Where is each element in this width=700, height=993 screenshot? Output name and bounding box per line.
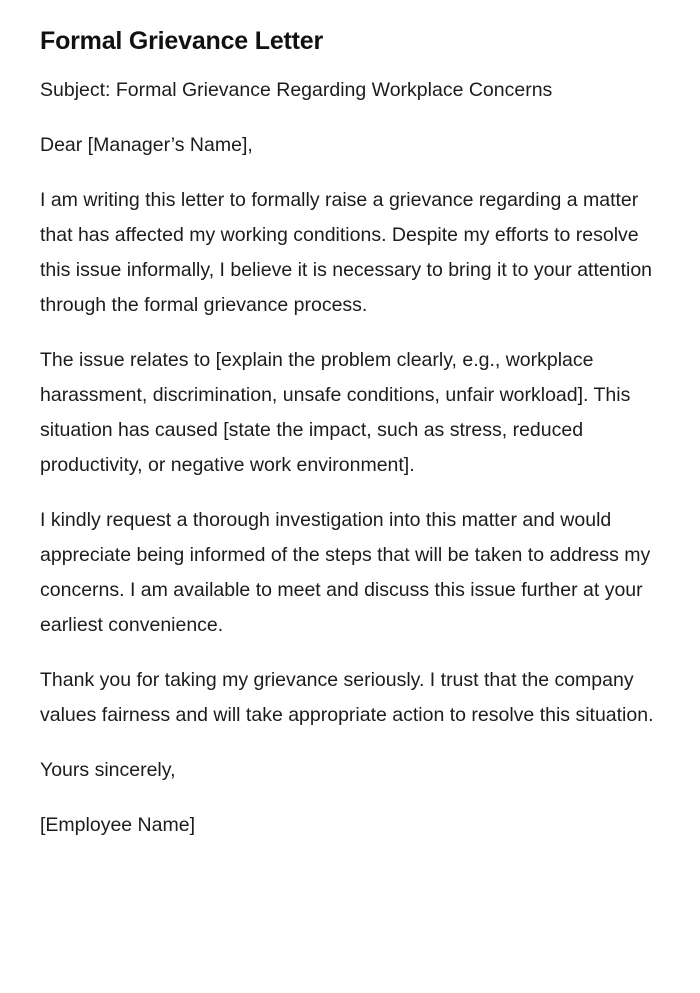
body-paragraph-intro: I am writing this letter to formally raise a grievance regarding a matter that has affected my working conditions. Despite my efforts to resolve this issue informally, I believe it is necessary to bring it to your attention through the formal grievance process.: [40, 189, 653, 316]
body-paragraph-issue: The issue relates to [explain the problem clearly, e.g., workplace harassment, discrimination, unsafe conditions, unfair workload]. This situation has caused [state the impact, such as stress, reduced productivity, or negative work environment].: [40, 349, 631, 476]
document-title: Formal Grievance Letter: [40, 27, 324, 55]
subject-line: Subject: Formal Grievance Regarding Workplace Concerns: [40, 79, 553, 101]
body-paragraph-request: I kindly request a thorough investigation into this matter and would appreciate being informed of the steps that will be taken to address my concerns. I am available to meet and discuss this issue further at your earliest convenience.: [40, 509, 651, 636]
body-paragraph-thanks: Thank you for taking my grievance seriously. I trust that the company values fairness and will take appropriate action to resolve this situation.: [40, 669, 654, 726]
closing: Yours sincerely,: [40, 759, 176, 781]
salutation: Dear [Manager’s Name],: [40, 134, 253, 156]
signature-name: [Employee Name]: [40, 814, 195, 836]
